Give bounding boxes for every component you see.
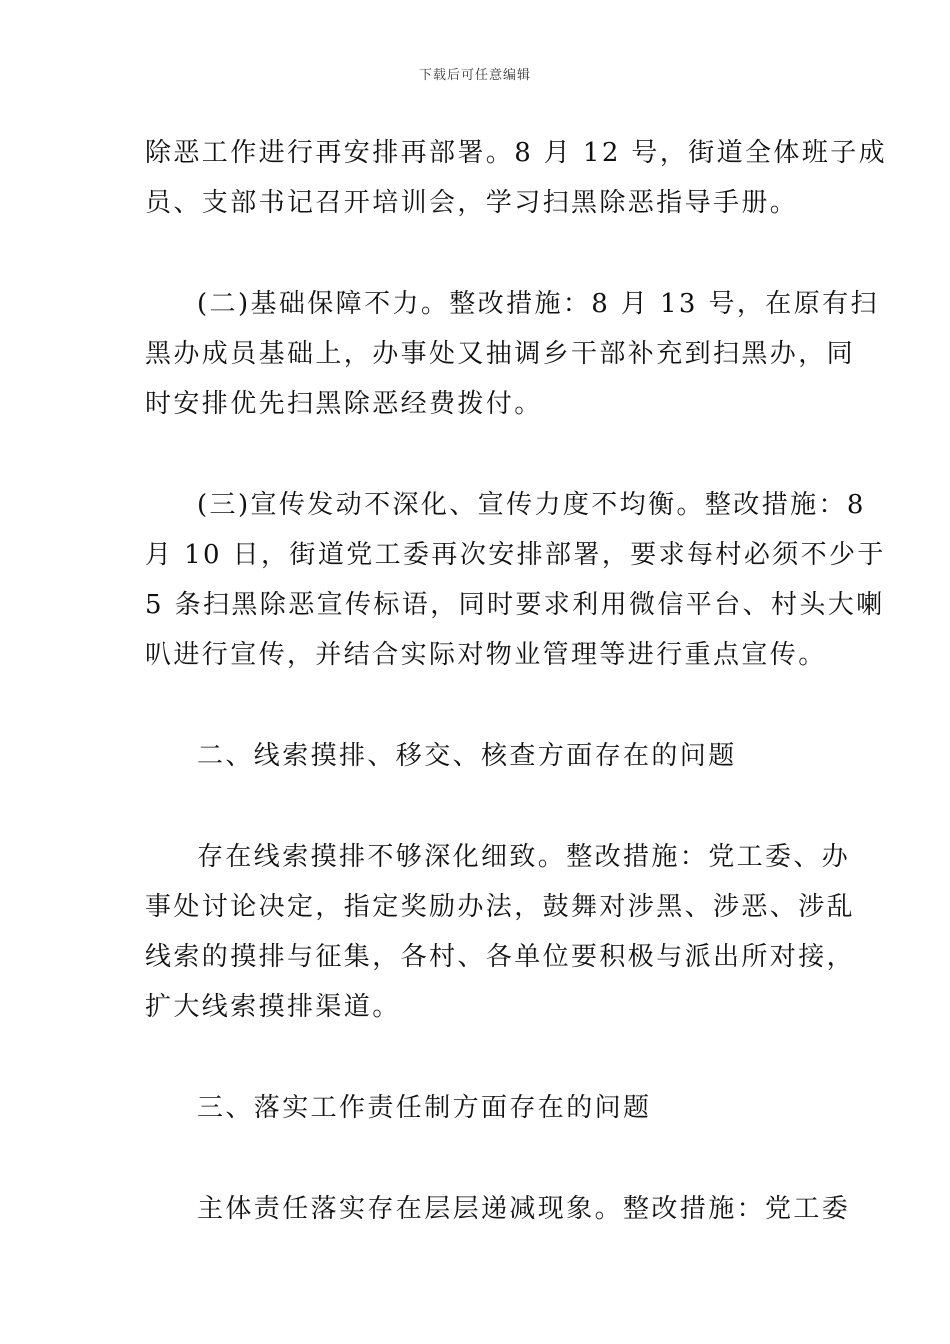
text-line: 黑办成员基础上，办事处又抽调乡干部补充到扫黑办，同	[145, 339, 856, 369]
heading-line: 三、落实工作责任制方面存在的问题	[197, 1093, 652, 1123]
document-body	[145, 128, 888, 1285]
page-header: 下载后可任意编辑	[418, 68, 531, 83]
text-line: 时安排优先扫黑除恶经费拨付。	[145, 389, 543, 419]
text-line: 事处讨论决定，指定奖励办法，鼓舞对涉黑、涉恶、涉乱	[145, 892, 856, 922]
text-line: (二)基础保障不力。整改措施：8 月 13 号，在原有扫	[197, 289, 879, 319]
section-heading-2	[145, 731, 810, 781]
text-line: 主体责任落实存在层层递减现象。整改措施：党工委	[197, 1194, 851, 1224]
paragraph-continuation	[145, 128, 888, 228]
heading-line: 二、线索摸排、移交、核查方面存在的问题	[197, 741, 737, 771]
text-line: (三)宣传发动不深化、宣传力度不均衡。整改措施：8	[197, 490, 866, 520]
text-line: 存在线索摸排不够深化细致。整改措施：党工委、办	[197, 842, 851, 872]
text-line: 线索的摸排与征集，各村、各单位要积极与派出所对接，	[145, 942, 856, 972]
paragraph-item-3	[145, 480, 886, 680]
text-line: 5 条扫黑除恶宣传标语，同时要求利用微信平台、村头大喇	[145, 590, 885, 620]
text-line: 叭进行宣传，并结合实际对物业管理等进行重点宣传。	[145, 640, 827, 670]
text-line: 员、支部书记召开培训会，学习扫黑除恶指导手册。	[145, 188, 799, 218]
section-heading-3	[145, 1083, 810, 1133]
paragraph-item-2	[145, 279, 879, 429]
paragraph-section-3-body	[145, 1184, 851, 1234]
paragraph-section-2-body	[145, 832, 856, 1032]
text-line: 除恶工作进行再安排再部署。8 月 12 号，街道全体班子成	[145, 138, 888, 168]
text-line: 月 10 日，街道党工委再次安排部署，要求每村必须不少于	[145, 540, 886, 570]
text-line: 扩大线索摸排渠道。	[145, 992, 401, 1022]
